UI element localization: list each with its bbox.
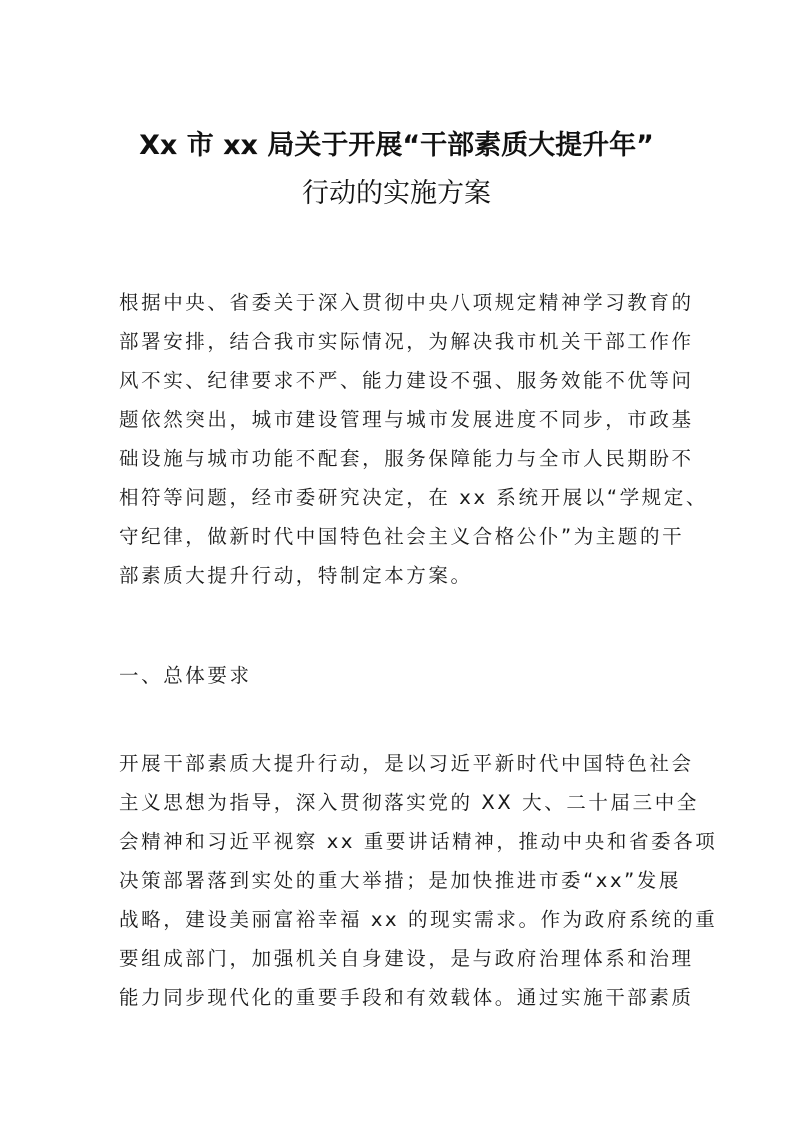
section-1-line: 主义思想为指导，深入贯彻落实党的 XX 大、二十届三中全 [119, 791, 699, 814]
document-title-line-1: Xx 市 xx 局关于开展“干部素质大提升年” [139, 130, 654, 161]
section-heading-general-requirements: 一、总体要求 [119, 664, 252, 687]
intro-line: 题依然突出，城市建设管理与城市发展进度不同步，市政基 [119, 408, 694, 431]
section-1-line: 战略，建设美丽富裕幸福 xx 的现实需求。作为政府系统的重 [119, 908, 718, 931]
intro-line: 相符等问题，经市委研究决定，在 xx 系统开展以“学规定、 [119, 486, 708, 509]
intro-line: 风不实、纪律要求不严、能力建设不强、服务效能不优等问 [119, 369, 694, 392]
intro-line: 守纪律，做新时代中国特色社会主义合格公仆”为主题的干 [119, 525, 685, 548]
intro-line: 根据中央、省委关于深入贯彻中央八项规定精神学习教育的 [119, 291, 694, 314]
section-1-line: 开展干部素质大提升行动，是以习近平新时代中国特色社会 [119, 752, 694, 775]
document-title-line-2: 行动的实施方案 [302, 178, 491, 209]
intro-line: 部署安排，结合我市实际情况，为解决我市机关干部工作作 [119, 330, 694, 353]
section-1-line: 决策部署落到实处的重大举措；是加快推进市委“xx”发展 [119, 869, 681, 892]
section-1-line: 能力同步现代化的重要手段和有效载体。通过实施干部素质 [119, 986, 694, 1009]
intro-line: 部素质大提升行动，特制定本方案。 [119, 564, 473, 587]
section-1-line: 会精神和习近平视察 xx 重要讲话精神，推动中央和省委各项 [119, 830, 718, 853]
intro-line: 础设施与城市功能不配套，服务保障能力与全市人民期盼不 [119, 447, 694, 470]
section-1-line: 要组成部门，加强机关自身建设，是与政府治理体系和治理 [119, 947, 694, 970]
